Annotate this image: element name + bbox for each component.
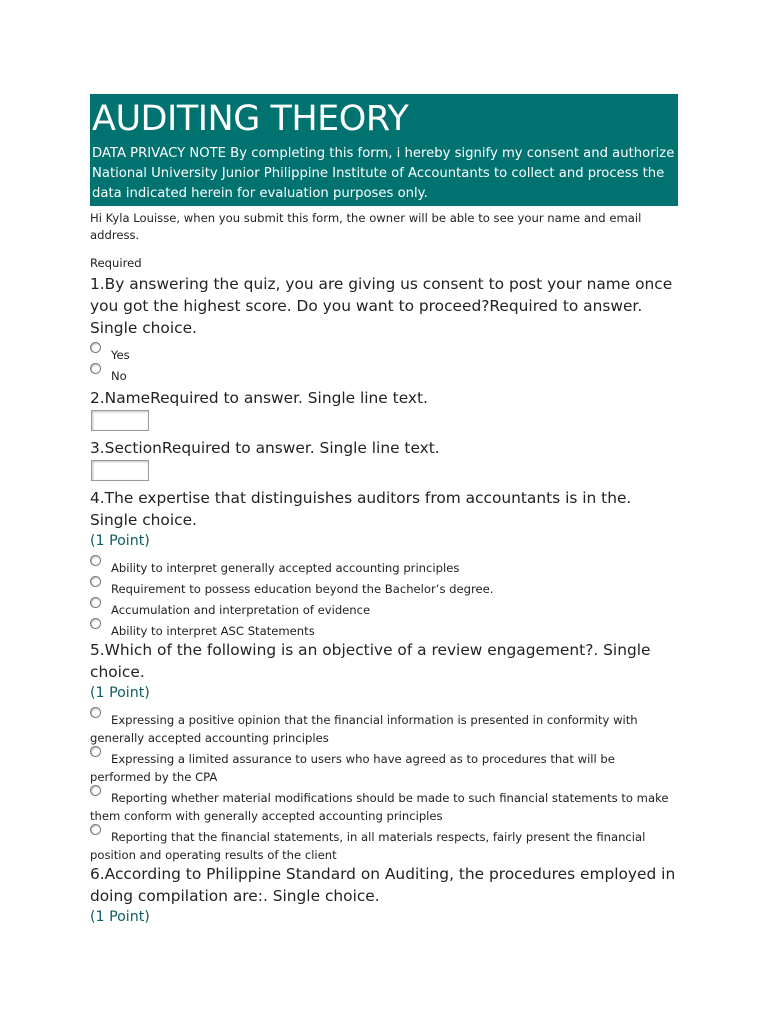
option-no[interactable] xyxy=(90,363,678,381)
points-label: (1 Point) xyxy=(90,533,150,549)
question-title: 1.By answering the quiz, you are giving us consent to post your name once you got the highest score. Do you want to proceed?Required to answer. Single choice. xyxy=(90,275,673,337)
option-label: Requirement to possess education beyond the Bachelor’s degree. xyxy=(111,582,494,596)
option-label: Yes xyxy=(111,348,130,362)
option-2[interactable] xyxy=(90,576,678,594)
option-4[interactable] xyxy=(90,618,678,636)
privacy-note: DATA PRIVACY NOTE By completing this form, i hereby signify my consent and authorize National University Junior Philippine Institute of Accountants to collect and process the data indicated herein for evaluation purposes only. xyxy=(92,146,675,201)
question-title: 4.The expertise that distinguishes auditors from accountants is in the. Single choice. xyxy=(90,489,632,529)
question-2 xyxy=(90,387,678,431)
points-label: (1 Point) xyxy=(90,909,150,925)
section-input[interactable] xyxy=(91,460,149,481)
question-title: 6.According to Philippine Standard on Auditing, the procedures employed in doing compilation are:. Single choice. xyxy=(90,865,676,905)
radio-button[interactable] xyxy=(90,785,101,796)
radio-button[interactable] xyxy=(90,555,101,566)
option-label: No xyxy=(111,369,127,383)
option-label: Ability to interpret generally accepted accounting principles xyxy=(111,561,460,575)
question-6 xyxy=(90,863,678,927)
option-label: Expressing a positive opinion that the financial information is presented in conformity with generally accepted accounting principles xyxy=(90,713,638,745)
option-label: Reporting that the financial statements, in all materials respects, fairly present the financial position and operating results of the client xyxy=(90,830,646,862)
question-1 xyxy=(90,273,678,381)
radio-button[interactable] xyxy=(90,342,101,353)
option-yes[interactable] xyxy=(90,342,678,360)
question-5 xyxy=(90,639,678,860)
form-header xyxy=(90,94,678,206)
name-input[interactable] xyxy=(91,410,149,431)
question-title: 5.Which of the following is an objective of a review engagement?. Single choice. xyxy=(90,641,651,681)
question-4 xyxy=(90,487,678,636)
radio-button[interactable] xyxy=(90,746,101,757)
option-1[interactable] xyxy=(90,555,678,573)
radio-button[interactable] xyxy=(90,363,101,374)
question-3 xyxy=(90,437,678,481)
submission-notice: Hi Kyla Louisse, when you submit this form, the owner will be able to see your name and email address. xyxy=(90,211,642,242)
form-title: AUDITING THEORY xyxy=(92,99,409,139)
points-label: (1 Point) xyxy=(90,685,150,701)
option-label: Ability to interpret ASC Statements xyxy=(111,624,315,638)
radio-button[interactable] xyxy=(90,618,101,629)
form-page xyxy=(90,94,678,931)
option-label: Reporting whether material modifications should be made to such financial statements to make them conform with generally accepted accounting principles xyxy=(90,791,669,823)
question-title: 3.SectionRequired to answer. Single line text. xyxy=(90,439,440,457)
question-title: 2.NameRequired to answer. Single line text. xyxy=(90,389,428,407)
radio-button[interactable] xyxy=(90,707,101,718)
radio-button[interactable] xyxy=(90,576,101,587)
option-3[interactable] xyxy=(90,597,678,615)
radio-button[interactable] xyxy=(90,824,101,835)
required-label: Required xyxy=(90,256,142,270)
radio-button[interactable] xyxy=(90,597,101,608)
option-label: Accumulation and interpretation of evidence xyxy=(111,603,371,617)
option-2[interactable] xyxy=(90,746,678,782)
option-label: Expressing a limited assurance to users who have agreed as to procedures that will be performed by the CPA xyxy=(90,752,615,784)
option-3[interactable] xyxy=(90,785,678,821)
option-4[interactable] xyxy=(90,824,678,860)
option-1[interactable] xyxy=(90,707,678,743)
